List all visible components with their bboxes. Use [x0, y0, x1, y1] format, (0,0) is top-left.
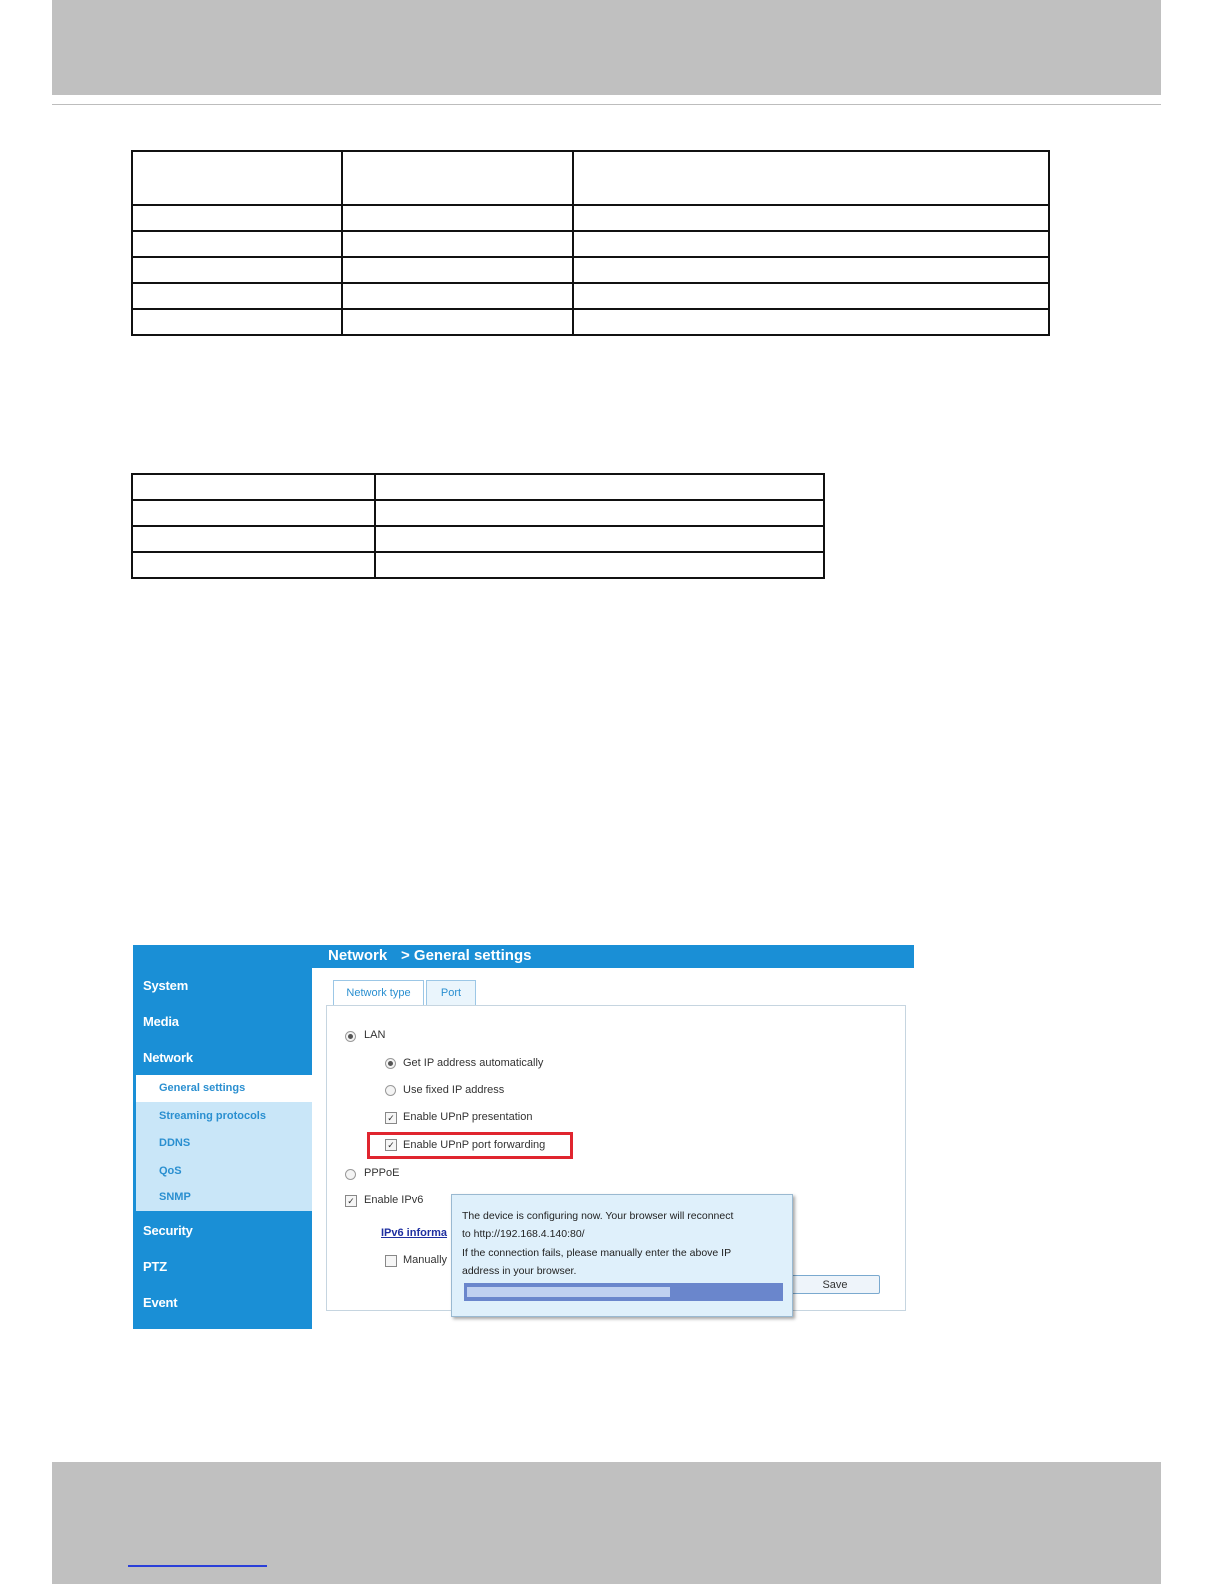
table-row: [132, 309, 1049, 335]
page-title: > General settings: [401, 947, 532, 964]
sidebar: [133, 945, 312, 1329]
submenu-item-streaming-protocols[interactable]: Streaming protocols: [159, 1110, 266, 1122]
dialog-message-line-2: to http://192.168.4.140:80/: [462, 1228, 585, 1240]
lan-label: LAN: [364, 1029, 386, 1041]
sidebar-item-media[interactable]: Media: [143, 1014, 179, 1029]
table-row: [132, 283, 1049, 309]
table-row: [132, 151, 1049, 205]
dialog-message-line-1: The device is configuring now. Your browser will reconnect: [462, 1210, 734, 1222]
table-row: [132, 205, 1049, 231]
sidebar-item-ptz[interactable]: PTZ: [143, 1259, 167, 1274]
pppoe-radio[interactable]: [345, 1169, 356, 1180]
get-ip-auto-radio[interactable]: [385, 1058, 396, 1069]
dialog-message-line-3: If the connection fails, please manually enter the above IP: [462, 1247, 732, 1259]
sidebar-item-system[interactable]: System: [143, 978, 189, 993]
header-divider: [52, 104, 1161, 105]
dialog-message-line-4: address in your browser.: [462, 1265, 577, 1277]
submenu-item-qos[interactable]: QoS: [159, 1165, 182, 1177]
upnp-presentation-label: Enable UPnP presentation: [403, 1111, 533, 1123]
table-row: [132, 526, 824, 552]
pppoe-label: PPPoE: [364, 1167, 400, 1179]
upnp-presentation-checkbox[interactable]: ✓: [385, 1112, 397, 1124]
table-row: [132, 552, 824, 578]
ipv6-info-link[interactable]: IPv6 informa: [381, 1227, 448, 1239]
table-row: [132, 474, 824, 500]
table-1: [131, 150, 1050, 336]
footer-link-underline[interactable]: [128, 1565, 267, 1567]
table-row: [132, 231, 1049, 257]
enable-ipv6-label: Enable IPv6: [364, 1194, 424, 1206]
table-row: [132, 257, 1049, 283]
sidebar-item-event[interactable]: Event: [143, 1295, 178, 1310]
title-bar: [312, 945, 914, 968]
submenu-item-snmp[interactable]: SNMP: [159, 1191, 191, 1203]
page-header: [52, 0, 1161, 95]
fixed-ip-label: Use fixed IP address: [403, 1084, 505, 1096]
save-button[interactable]: Save: [790, 1275, 880, 1294]
tab-port[interactable]: Port: [426, 980, 476, 1005]
submenu-item-ddns[interactable]: DDNS: [159, 1137, 191, 1149]
table-2: [131, 473, 825, 579]
submenu-item-general-settings[interactable]: General settings: [159, 1082, 246, 1094]
tab-network-type[interactable]: Network type: [333, 980, 424, 1005]
get-ip-auto-label: Get IP address automatically: [403, 1057, 544, 1069]
upnp-forwarding-label: Enable UPnP port forwarding: [403, 1139, 546, 1151]
lan-radio[interactable]: [345, 1031, 356, 1042]
progress-bar: [464, 1283, 783, 1301]
sidebar-item-security[interactable]: Security: [143, 1223, 193, 1238]
manually-checkbox[interactable]: [385, 1255, 397, 1267]
reconnect-dialog: [451, 1194, 793, 1317]
enable-ipv6-checkbox[interactable]: ✓: [345, 1195, 357, 1207]
sidebar-item-network[interactable]: Network: [143, 1050, 193, 1065]
fixed-ip-radio[interactable]: [385, 1085, 396, 1096]
network-settings-screenshot: [133, 945, 914, 1329]
progress-bar-fill: [467, 1287, 670, 1297]
breadcrumb-section[interactable]: Network: [328, 947, 388, 964]
upnp-forwarding-checkbox[interactable]: ✓: [385, 1139, 397, 1151]
manually-label: Manually: [403, 1254, 448, 1266]
table-row: [132, 500, 824, 526]
